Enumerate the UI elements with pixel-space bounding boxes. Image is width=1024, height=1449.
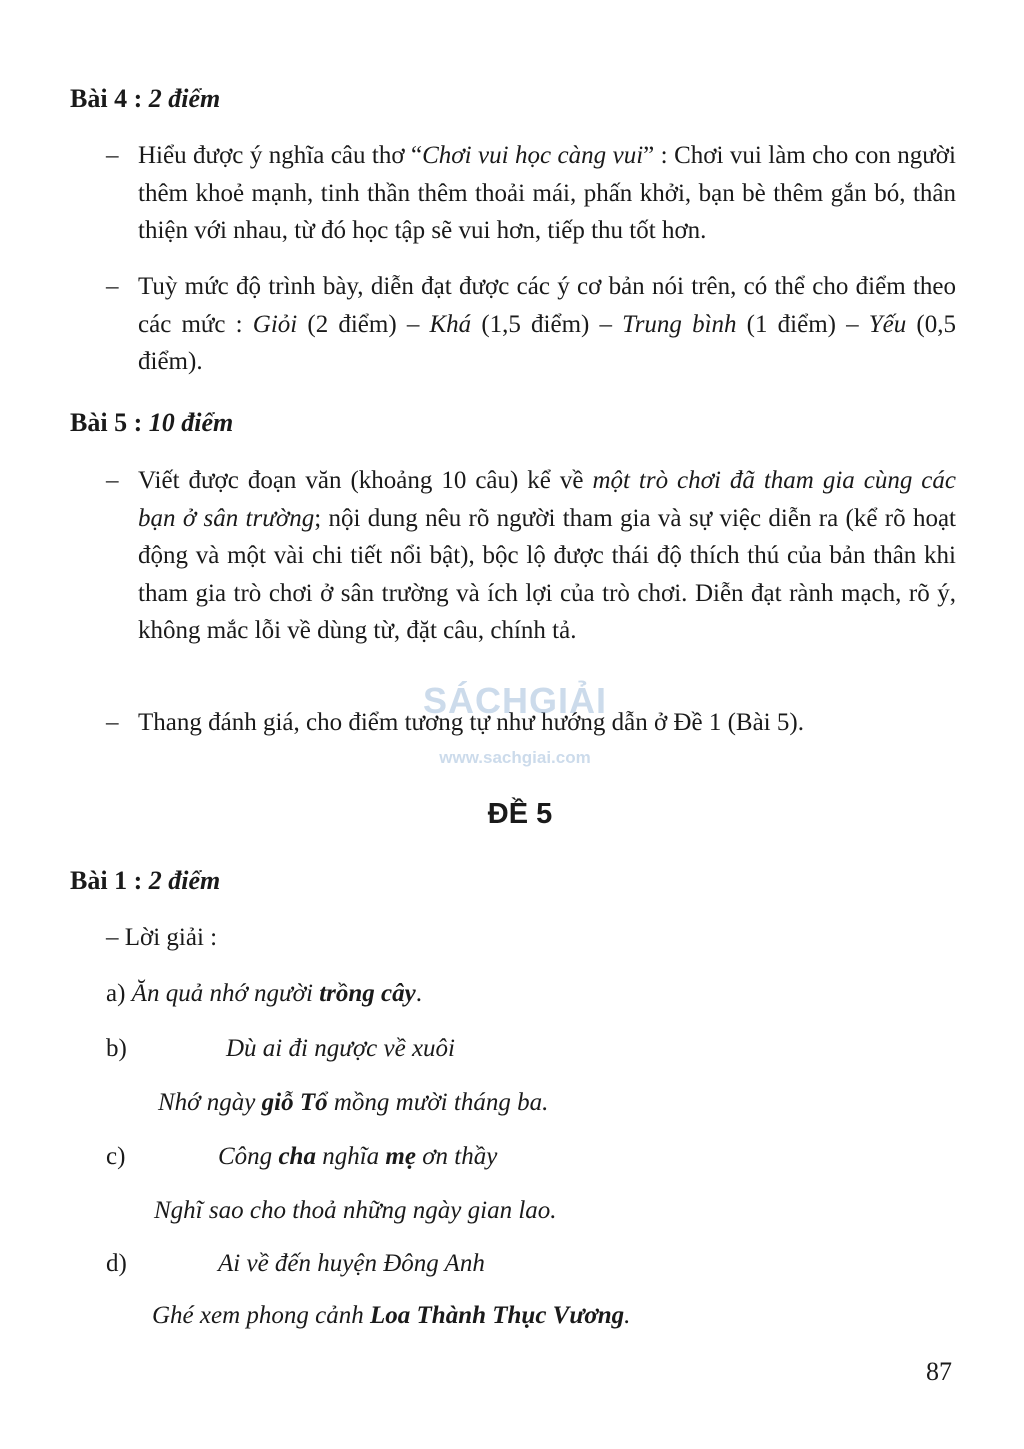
bullet-dash: – [106,709,119,736]
bai4-points: 2 điểm [148,84,221,113]
bai4-item-1-text: Hiểu được ý nghĩa câu thơ “Chơi vui học càng vui” : Chơi vui làm cho con người thêm khoẻ mạnh, tinh thần thêm thoải mái, phấn khởi, bạn bè thêm gắn bó, thân thiện với nhau, từ đó học tập sẽ vui hơn, tiếp thu tốt hơn. [138,142,956,244]
bai5-item-1-text: Viết được đoạn văn (khoảng 10 câu) kể về một trò chơi đã tham gia cùng các bạn ở sân trường; nội dung nêu rõ người tham gia và sự việc diễn ra (kể rõ hoạt động và một vài chi tiết nổi bật), bộc lộ được thái độ thích thú của bản thân khi tham gia trò chơi ở sân trường và ích lợi của trò chơi. Diễn đạt rành mạch, rõ ý, không mắc lỗi về dùng từ, đặt câu, chính tả. [138,467,956,644]
bullet-dash: – [106,142,119,169]
bai5-item-2-text: Thang đánh giá, cho điểm tương tự như hướng dẫn ở Đề 1 (Bài 5). [138,709,804,736]
answer-b-label: b) [106,1035,127,1062]
answer-d-line-1: Ai về đến huyện Đông Anh [218,1250,485,1277]
answer-d-label: d) [106,1250,127,1277]
answer-c-line-1: Công cha nghĩa mẹ ơn thầy [218,1143,498,1170]
answer-a: a) Ăn quả nhớ người trồng cây. [106,980,422,1007]
bai1-intro: – Lời giải : [106,924,218,951]
answer-a-label: a) [106,980,126,1007]
bullet-dash: – [106,467,119,494]
bai4-item-1 [106,137,956,250]
bullet-dash: – [106,273,119,300]
bai5-label: Bài 5 : [70,408,149,437]
page-number: 87 [926,1357,952,1386]
watermark-url: www.sachgiai.com [439,748,591,767]
bai5-points: 10 điểm [148,408,234,437]
bai1-label: Bài 1 : [70,866,149,895]
bai5-item-2 [106,704,956,742]
answer-c-line-2: Nghĩ sao cho thoả những ngày gian lao. [154,1197,557,1224]
bai4-label: Bài 4 : [70,84,149,113]
bai4-item-2 [106,268,956,381]
bai1-heading [70,866,220,896]
bai1-points: 2 điểm [148,866,221,895]
section-title: ĐỀ 5 [487,798,553,830]
bai5-item-1 [106,462,956,650]
bai5-heading [70,408,233,438]
answer-c-label: c) [106,1143,126,1170]
answer-b-line-1: Dù ai đi ngược về xuôi [226,1035,456,1062]
bai4-heading [70,84,220,114]
watermark-logo: SÁCHGIẢI [422,680,607,721]
answer-d-line-2: Ghé xem phong cảnh Loa Thành Thục Vương. [152,1302,631,1329]
bai4-item-2-text: Tuỳ mức độ trình bày, diễn đạt được các ý cơ bản nói trên, có thể cho điểm theo các mức : Giỏi (2 điểm) – Khá (1,5 điểm) – Trung bình (1 điểm) – Yếu (0,5 điểm). [138,273,957,375]
answer-b-line-2: Nhớ ngày giỗ Tổ mồng mười tháng ba. [158,1089,549,1116]
